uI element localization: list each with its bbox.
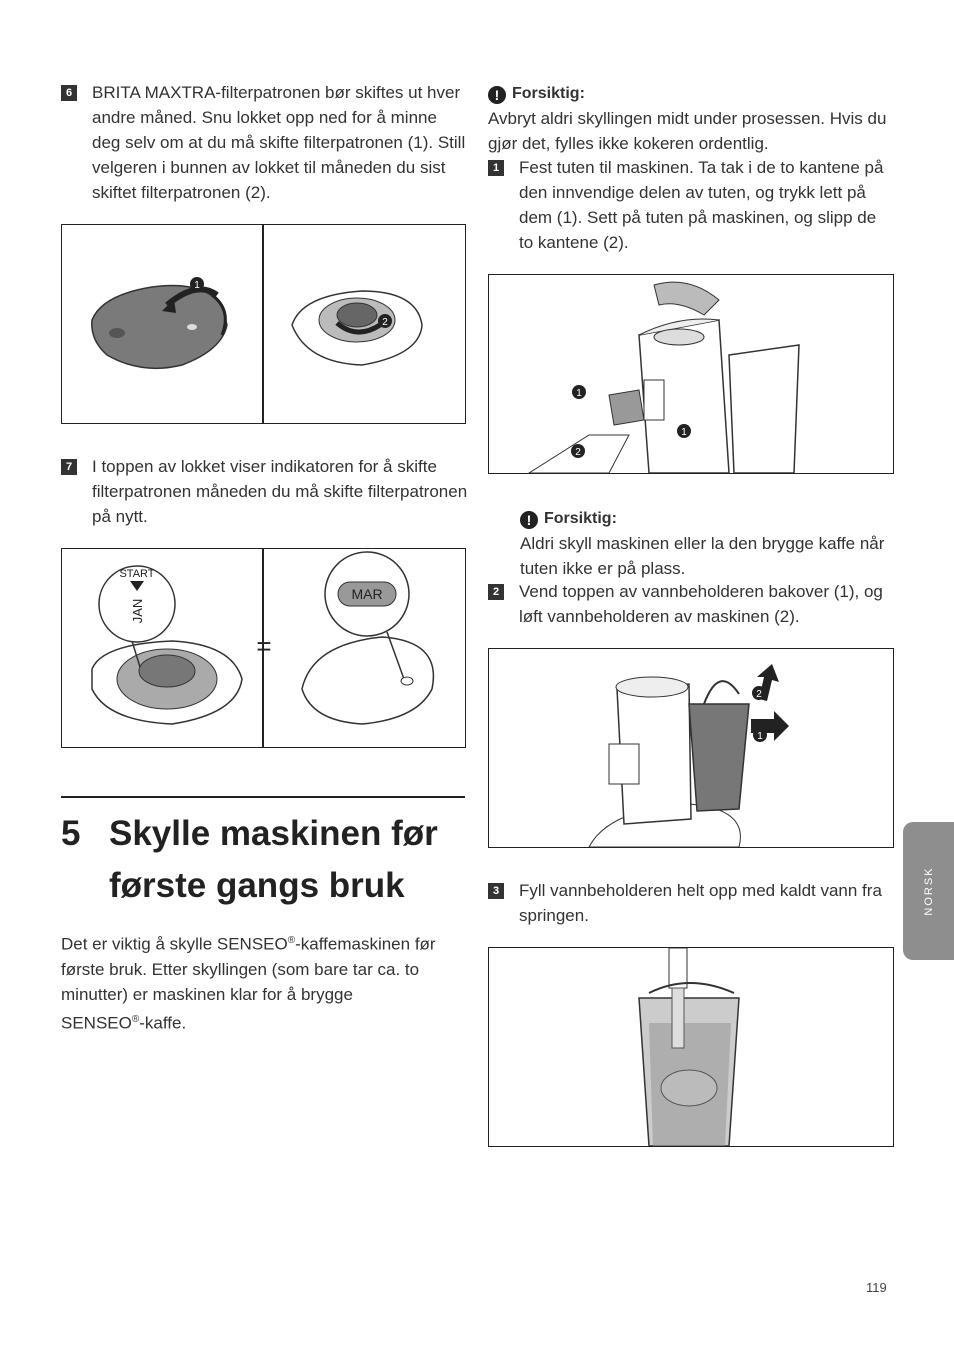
step-1	[488, 155, 893, 260]
caution-text: Aldri skyll maskinen eller la den brygge kaffe når tuten ikke er på plass.	[520, 534, 885, 578]
start-label: START	[119, 568, 155, 580]
intro-paragraph: Det er viktig å skylle SENSEO®-kaffemaskinen før første bruk. Etter skyllingen (som bare tar ca. to minutter) er maskinen klar for å brygge SENSEO®-kaffe.	[61, 934, 436, 1033]
marker-2: 2	[575, 447, 581, 458]
step-text: Fyll vannbeholderen helt opp med kaldt vann fra springen.	[519, 881, 882, 925]
marker-1: 1	[194, 280, 200, 291]
warning-icon: !	[520, 511, 538, 529]
equals-sign: =	[256, 631, 272, 661]
figure-remove-reservoir	[488, 648, 894, 848]
step-text: I toppen av lokket viser indikatoren for å skifte filterpatronen måneden du må skifte filterpatronen på nytt.	[92, 457, 468, 526]
marker-2: 2	[756, 689, 762, 700]
step-6	[61, 80, 471, 210]
jan-label: JAN	[130, 598, 145, 624]
filter-lid-illustration	[92, 285, 227, 368]
section-title: Skylle maskinen før første gangs bruk	[109, 814, 438, 905]
step-text: Fest tuten til maskinen. Ta tak i de to kantene på den innvendige delen av tuten, og trykk lett på dem (1). Sett på tuten på maskinen, og slipp de to kantene (2).	[519, 158, 884, 252]
mar-label: MAR	[351, 586, 383, 602]
step-number: 6	[61, 85, 77, 101]
reservoir-under-tap-illustration	[639, 948, 739, 1146]
figure-fill-reservoir	[488, 947, 894, 1147]
step-3	[488, 878, 893, 933]
step-number: 1	[488, 160, 504, 176]
caution-text: Avbryt aldri skyllingen midt under prosessen. Hvis du gjør det, fylles ikke kokeren ordentlig.	[488, 109, 887, 153]
filter-lid-dial-illustration	[292, 291, 422, 365]
section-number: 5	[61, 814, 81, 853]
machine-spout-illustration	[529, 282, 799, 473]
page-number: 119	[866, 1280, 887, 1295]
figure-attach-spout	[488, 274, 894, 474]
language-tab	[903, 822, 954, 960]
step-text: Vend toppen av vannbeholderen bakover (1), og løft vannbeholderen av maskinen (2).	[519, 582, 883, 626]
marker-1b: 1	[681, 427, 687, 438]
step-7	[61, 454, 471, 534]
lid-dial-illustration	[92, 566, 242, 724]
caution-heading: Forsiktig:	[512, 85, 585, 102]
warning-icon: !	[488, 86, 506, 104]
caution-2	[520, 505, 893, 581]
step-number: 7	[61, 459, 77, 475]
marker-1: 1	[757, 731, 763, 742]
section-divider	[61, 796, 465, 798]
lid-top-illustration	[302, 552, 433, 724]
language-tab-label: NORSK	[922, 866, 935, 916]
caution-1	[488, 80, 893, 156]
step-number: 2	[488, 584, 504, 600]
step-2	[488, 579, 893, 634]
marker-2: 2	[382, 317, 388, 328]
figure-filter-lid	[61, 224, 466, 424]
marker-1a: 1	[576, 388, 582, 399]
figure-month-indicator	[61, 548, 466, 748]
step-text: BRITA MAXTRA-filterpatronen bør skiftes ut hver andre måned. Snu lokket opp ned for å minne deg selv om at du må skifte filterpatronen (1). Still velgeren i bunnen av lokket til måneden du sist skiftet filterpatronen (2).	[92, 83, 466, 202]
caution-heading: Forsiktig:	[544, 510, 617, 527]
step-number: 3	[488, 883, 504, 899]
